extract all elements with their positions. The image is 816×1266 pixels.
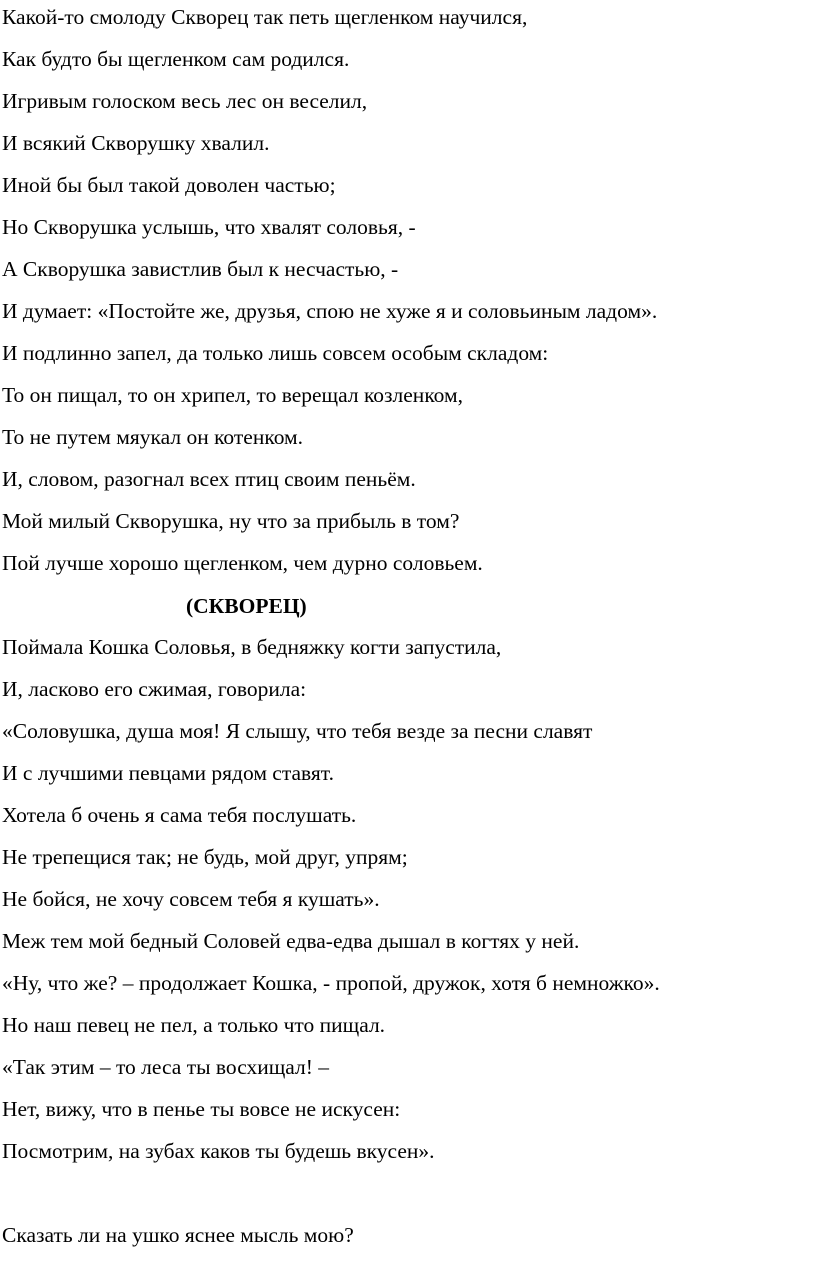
poem2-line-1: Поймала Кошка Соловья, в бедняжку когти запустила,	[2, 635, 502, 659]
poem2-line-9: «Ну, что же? – продолжает Кошка, - пропой, дружок, хотя б немножко».	[2, 971, 660, 995]
poem1-line-13: Мой милый Скворушка, ну что за прибыль в том?	[2, 509, 460, 533]
poem2-line-6: Не трепещися так; не будь, мой друг, упрям;	[2, 845, 408, 869]
poem1-line-1: Какой-то смолоду Скворец так петь щегленком научился,	[2, 5, 528, 29]
poem1-line-8: И думает: «Постойте же, друзья, спою не хуже я и соловьиным ладом».	[2, 299, 658, 323]
poem1-line-3: Игривым голоском весь лес он веселил,	[2, 89, 368, 113]
poem2-line-4: И с лучшими певцами рядом ставят.	[2, 761, 334, 785]
poem2-line-10: Но наш певец не пел, а только что пищал.	[2, 1013, 386, 1037]
poem1-line-12: И, словом, разогнал всех птиц своим пеньём.	[2, 467, 416, 491]
poem1-line-9: И подлинно запел, да только лишь совсем особым складом:	[2, 341, 549, 365]
poem1-line-14: Пой лучше хорошо щегленком, чем дурно соловьем.	[2, 551, 483, 575]
poem1-line-10: То он пищал, то он хрипел, то верещал козленком,	[2, 383, 463, 407]
poem1-line-6: Но Скворушка услышь, что хвалят соловья, -	[2, 215, 416, 239]
poem1-line-11: То не путем мяукал он котенком.	[2, 425, 304, 449]
poem2-line-12: Нет, вижу, что в пенье ты вовсе не искусен:	[2, 1097, 401, 1121]
poem2-line-7: Не бойся, не хочу совсем тебя я кушать».	[2, 887, 380, 911]
poem2-line-8: Меж тем мой бедный Соловей едва-едва дышал в когтях у ней.	[2, 929, 580, 953]
poem2-line-2: И, ласково его сжимая, говорила:	[2, 677, 307, 701]
poem1-line-4: И всякий Скворушку хвалил.	[2, 131, 270, 155]
poem1-title: (СКВОРЕЦ)	[186, 594, 307, 618]
closing-line: Сказать ли на ушко яснее мысль мою?	[2, 1223, 354, 1247]
poem1-line-7: А Скворушка завистлив был к несчастью, -	[2, 257, 399, 281]
poem1-line-2: Как будто бы щегленком сам родился.	[2, 47, 350, 71]
poem2-line-5: Хотела б очень я сама тебя послушать.	[2, 803, 357, 827]
poem2-line-11: «Так этим – то леса ты восхищал! –	[2, 1055, 330, 1079]
poem2-line-3: «Соловушка, душа моя! Я слышу, что тебя везде за песни славят	[2, 719, 593, 743]
poem1-line-5: Иной бы был такой доволен частью;	[2, 173, 336, 197]
poem2-line-13: Посмотрим, на зубах каков ты будешь вкусен».	[2, 1139, 435, 1163]
